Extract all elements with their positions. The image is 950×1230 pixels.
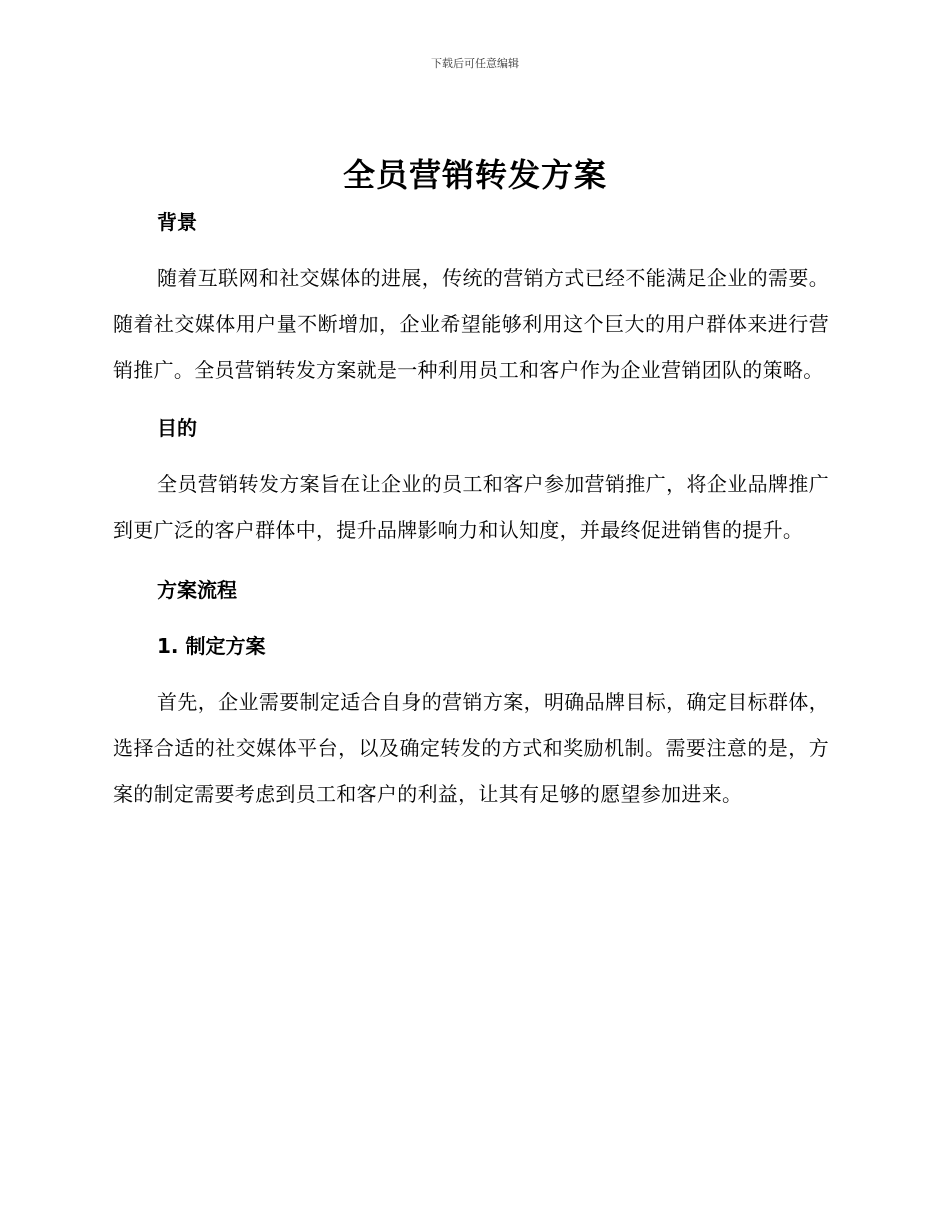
section-paragraph-purpose: 全员营销转发方案旨在让企业的员工和客户参加营销推广，将企业品牌推广到更广泛的客户群体中，提升品牌影响力和认知度，并最终促进销售的提升。 bbox=[113, 472, 829, 542]
header-note: 下载后可任意编辑 bbox=[431, 57, 519, 70]
document-body bbox=[113, 203, 829, 817]
document-title: 全员营销转发方案 bbox=[342, 156, 607, 194]
subsection-paragraph-step1: 首先，企业需要制定适合自身的营销方案，明确品牌目标，确定目标群体，选择合适的社交媒体平台，以及确定转发的方式和奖励机制。需要注意的是，方案的制定需要考虑到员工和客户的利益，让其有足够的愿望参加进来。 bbox=[113, 690, 829, 806]
section-heading-purpose: 目的 bbox=[157, 416, 197, 440]
subsection-heading-step1: 1. 制定方案 bbox=[157, 634, 266, 658]
section-paragraph-background: 随着互联网和社交媒体的进展，传统的营销方式已经不能满足企业的需要。随着社交媒体用户量不断增加，企业希望能够利用这个巨大的用户群体来进行营销推广。全员营销转发方案就是一种利用员工和客户作为企业营销团队的策略。 bbox=[113, 266, 829, 382]
section-heading-process: 方案流程 bbox=[157, 578, 237, 602]
section-heading-background: 背景 bbox=[157, 210, 197, 234]
